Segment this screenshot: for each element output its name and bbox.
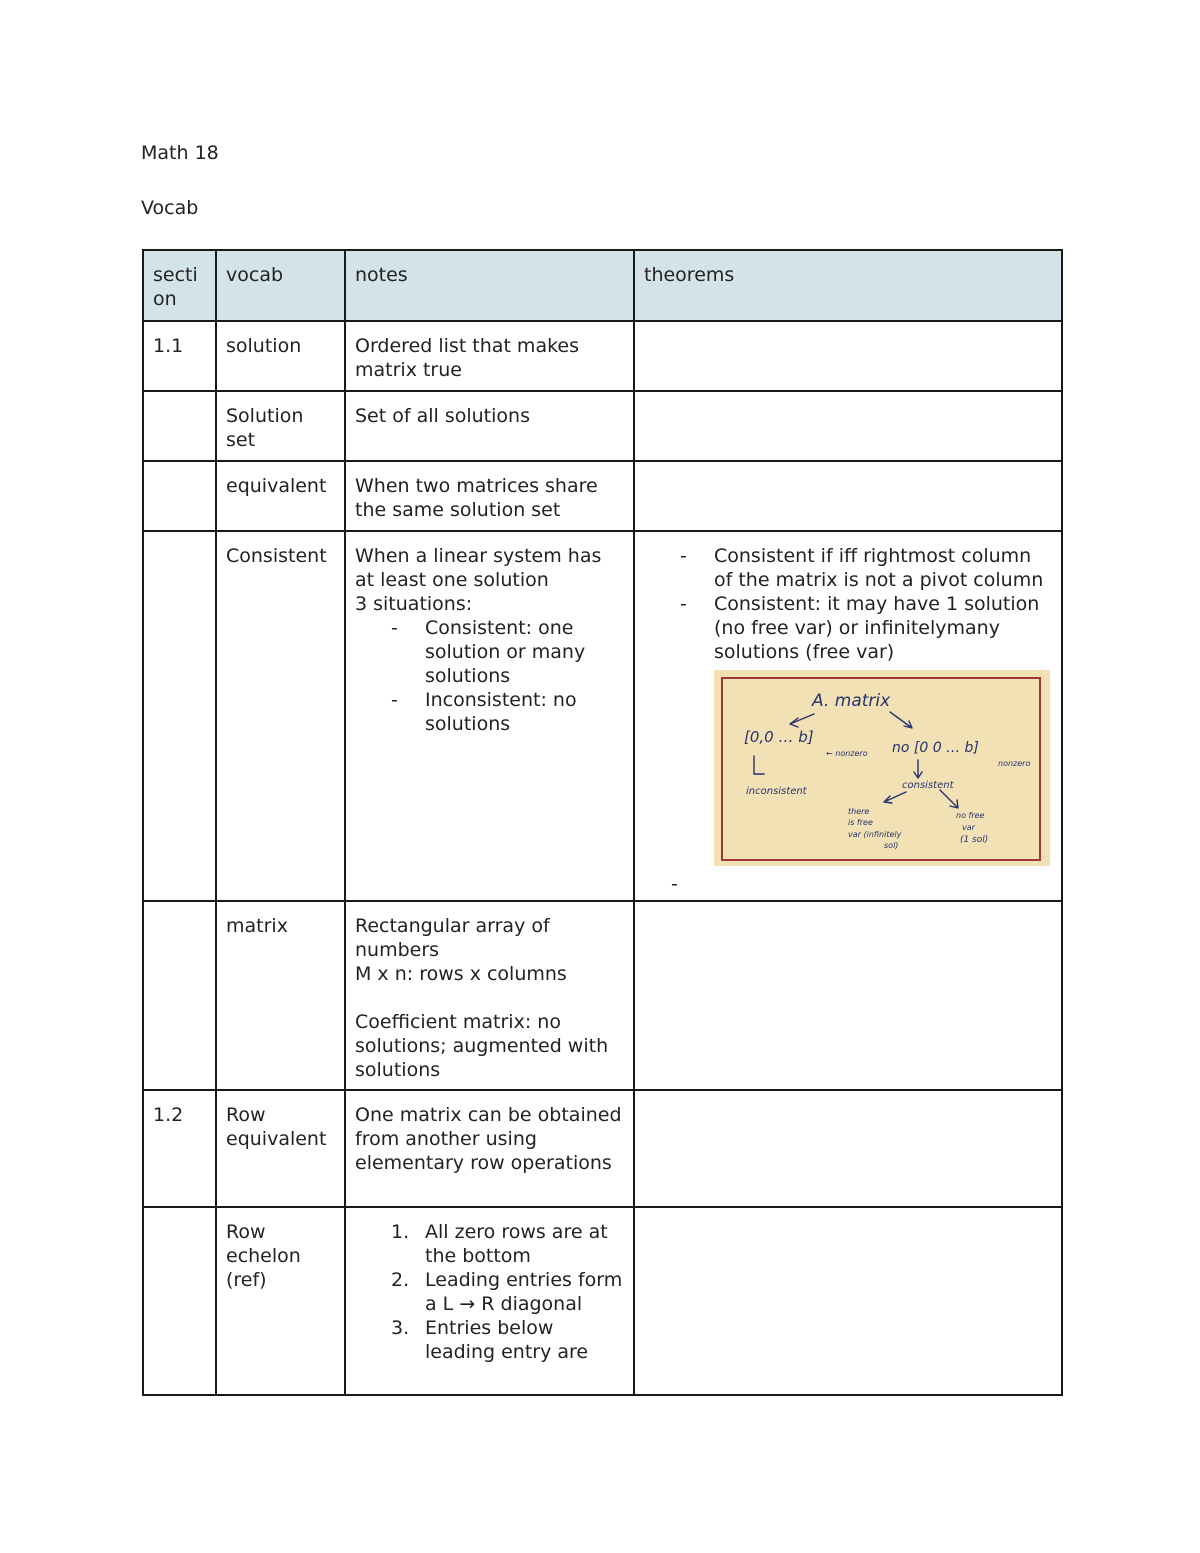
notes-cell — [345, 901, 634, 1090]
table-row — [143, 1207, 1062, 1395]
dash-marker: - — [391, 689, 398, 711]
section-cell — [143, 391, 216, 461]
diagram-sketch — [714, 670, 1050, 866]
list-item-text: Inconsistent: no solutions — [425, 689, 577, 735]
number-marker: 2. — [391, 1269, 410, 1291]
vocab-cell: Row equivalent — [216, 1090, 345, 1207]
sketch-label-left-note: ← nonzero — [826, 749, 868, 758]
handwritten-diagram — [714, 670, 1050, 866]
theorems-cell — [634, 391, 1062, 461]
sketch-label-right-note: nonzero — [998, 759, 1031, 768]
notes-cell: Set of all solutions — [345, 391, 634, 461]
list-item-text: All zero rows are at the bottom — [425, 1221, 608, 1267]
section-cell: 1.2 — [143, 1090, 216, 1207]
section-cell — [143, 531, 216, 901]
sketch-label-free: var (infinitely — [848, 830, 902, 839]
theorems-cell — [634, 901, 1062, 1090]
theorems-cell — [634, 1090, 1062, 1207]
vocab-cell: Row echelon (ref) — [216, 1207, 345, 1395]
header-row — [143, 250, 1062, 321]
notes-cell: Ordered list that makes matrix true — [345, 321, 634, 391]
notes-line: Rectangular array of numbers — [355, 915, 550, 961]
theorems-cell — [634, 461, 1062, 531]
notes-cell: When two matrices share the same solution set — [345, 461, 634, 531]
sketch-label-free: there — [848, 807, 870, 816]
page-subtitle: Vocab — [141, 197, 199, 219]
sketch-label-nofree: no free — [956, 811, 985, 820]
sketch-label-free: is free — [848, 818, 873, 827]
sketch-label-top: A. matrix — [812, 691, 891, 711]
notes-line: Coefficient matrix: no solutions; augmented with solutions — [355, 1011, 609, 1081]
sketch-label-nofree: (1 sol) — [960, 835, 989, 845]
notes-numbered-list — [355, 1220, 624, 1364]
list-item-text: Consistent: one solution or many solutions — [425, 617, 586, 687]
notes-cell — [345, 1207, 634, 1395]
list-item — [644, 544, 1052, 592]
table-row — [143, 391, 1062, 461]
notes-line: M x n: rows x columns — [355, 963, 567, 985]
table-row — [143, 461, 1062, 531]
list-item — [355, 1220, 624, 1268]
theorems-cell — [634, 1207, 1062, 1395]
header-section: secti on — [143, 250, 216, 321]
table-row — [143, 1090, 1062, 1207]
header-vocab: vocab — [216, 250, 345, 321]
notes-cell: One matrix can be obtained from another using elementary row operations — [345, 1090, 634, 1207]
header-theorems: theorems — [634, 250, 1062, 321]
sketch-label-inconsistent: inconsistent — [746, 786, 807, 797]
number-marker: 3. — [391, 1317, 410, 1339]
list-item-text: Entries below leading entry are — [425, 1317, 589, 1363]
notes-spacer — [355, 986, 624, 1010]
list-item-text: Consistent: it may have 1 solution (no free var) or infinitelymany solutions (free var) — [714, 593, 1040, 663]
dash-marker: - — [680, 545, 687, 567]
dash-marker: - — [680, 593, 687, 615]
section-cell — [143, 461, 216, 531]
sketch-label-right-bracket: no [0 0 … b] — [892, 740, 979, 756]
list-item — [355, 616, 624, 688]
list-item — [644, 592, 1052, 664]
notes-line: 3 situations: — [355, 593, 473, 615]
list-item — [355, 1316, 624, 1364]
section-cell: 1.1 — [143, 321, 216, 391]
vocab-cell: Solution set — [216, 391, 345, 461]
vocab-cell: equivalent — [216, 461, 345, 531]
number-marker: 1. — [391, 1221, 410, 1243]
theorems-cell — [634, 531, 1062, 901]
page-title: Math 18 — [141, 142, 219, 164]
notes-cell — [345, 531, 634, 901]
vocab-cell: Consistent — [216, 531, 345, 901]
table-row — [143, 321, 1062, 391]
section-cell — [143, 1207, 216, 1395]
notes-bullet-list — [355, 616, 624, 736]
sketch-label-nofree: var — [962, 823, 975, 832]
notes-line: When a linear system has at least one solution — [355, 545, 602, 591]
vocab-cell: solution — [216, 321, 345, 391]
sketch-label-left-bracket: [0,0 … b] — [744, 728, 814, 746]
vocab-cell: matrix — [216, 901, 345, 1090]
section-cell — [143, 901, 216, 1090]
list-item-text: Leading entries form a L → R diagonal — [425, 1269, 623, 1315]
sketch-label-free: sol) — [884, 841, 899, 850]
dash-marker: - — [671, 873, 678, 895]
list-item — [355, 1268, 624, 1316]
dash-marker: - — [391, 617, 398, 639]
table-row — [143, 901, 1062, 1090]
list-item — [355, 688, 624, 736]
vocab-table — [142, 249, 1063, 1396]
theorems-cell — [634, 321, 1062, 391]
header-notes: notes — [345, 250, 634, 321]
table-row — [143, 531, 1062, 901]
list-item-text: Consistent if iff rightmost column of the matrix is not a pivot column — [714, 545, 1044, 591]
sketch-label-consistent: consistent — [902, 780, 954, 791]
theorems-list — [644, 544, 1052, 664]
